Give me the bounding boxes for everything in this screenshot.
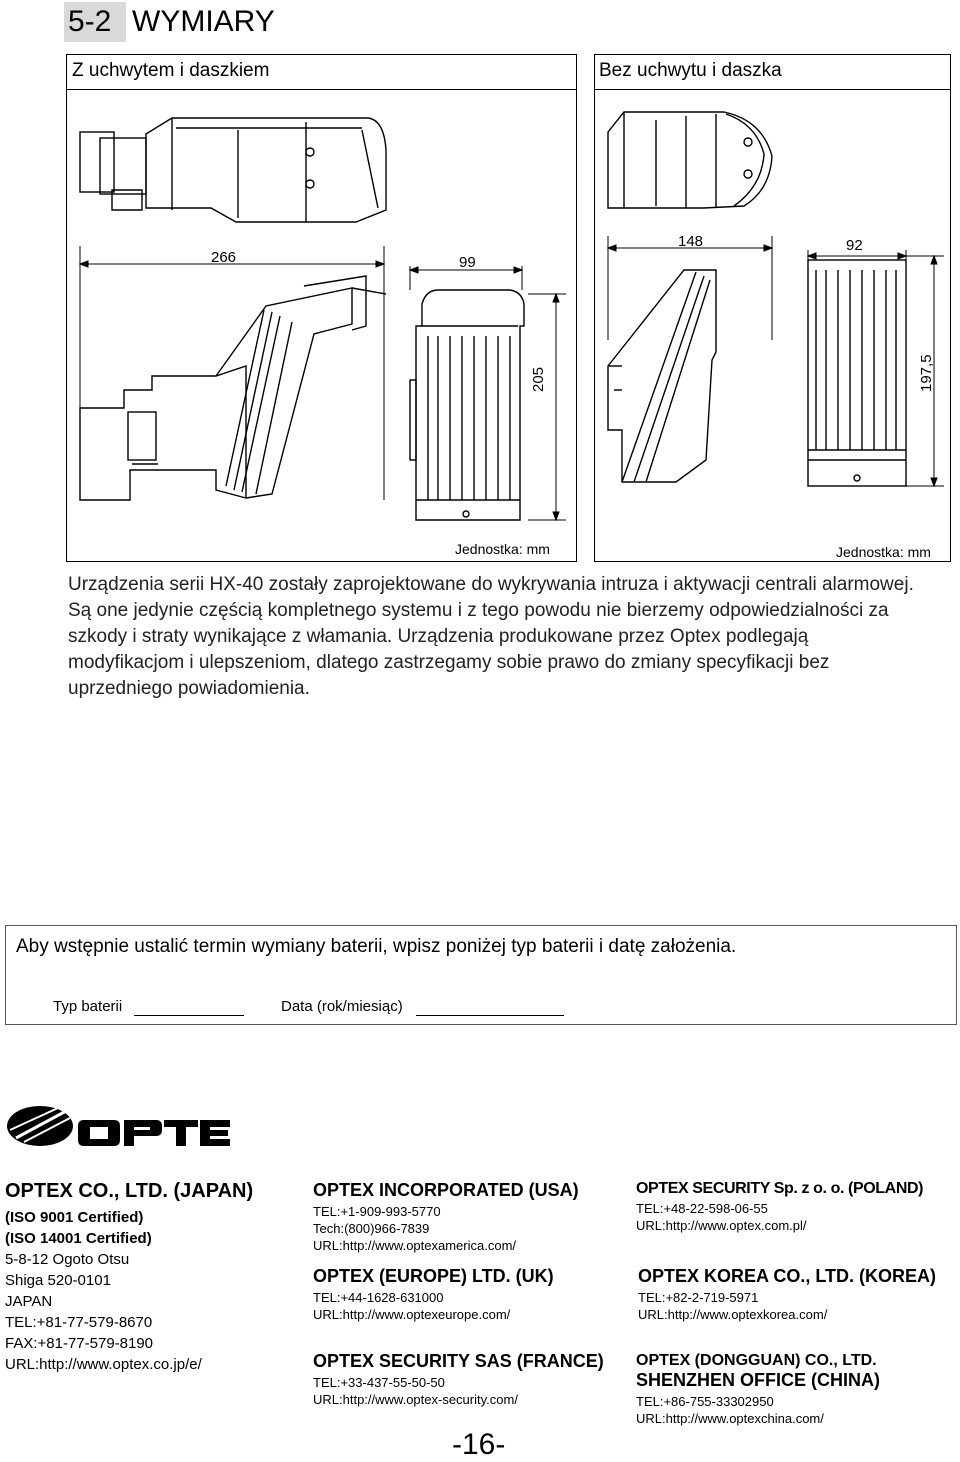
right-dim-width-label: 148 [678,233,704,250]
japan-cert-14001: (ISO 14001 Certified) [5,1230,152,1247]
optex-wordmark [78,1120,230,1146]
japan-line: FAX:+81-77-579-8190 [5,1335,154,1352]
right-top-view [608,112,772,208]
japan-line: TEL:+81-77-579-8670 [5,1314,153,1331]
battery-date-field[interactable] [416,1015,564,1016]
uk-line: TEL:+44-1628-631000 [313,1290,444,1305]
usa-url[interactable]: URL:http://www.optexamerica.com/ [313,1238,517,1253]
japan-line: JAPAN [5,1293,53,1310]
right-dim-height-label: 197,5 [918,354,935,392]
china-line: TEL:+86-755-33302950 [636,1394,774,1409]
uk-name: OPTEX (EUROPE) LTD. (UK) [313,1266,554,1286]
japan-url[interactable]: URL:http://www.optex.co.jp/e/ [5,1356,202,1373]
left-panel-unit: Jednostka: mm [455,541,550,557]
left-front-view [410,290,524,520]
office-usa [313,1180,623,1254]
usa-line: Tech:(800)966-7839 [313,1221,430,1236]
logo-text: OPTEX [156,1152,160,1153]
left-panel-title: Z uchwytem i daszkiem [72,60,270,81]
right-panel-title: Bez uchwytu i daszka [599,60,782,81]
right-front-view [808,260,906,486]
france-line: TEL:+33-437-55-50-50 [313,1375,445,1390]
korea-url[interactable]: URL:http://www.optexkorea.com/ [638,1307,828,1322]
battery-type-label: Typ baterii [53,998,123,1015]
battery-date-label: Data (rok/miesiąc) [281,998,403,1015]
office-poland [636,1180,958,1234]
japan-name: OPTEX CO., LTD. (JAPAN) [5,1180,254,1202]
korea-line: TEL:+82-2-719-5971 [638,1290,759,1305]
poland-line: TEL:+48-22-598-06-55 [636,1201,768,1216]
right-side-view [608,270,716,482]
usa-name: OPTEX INCORPORATED (USA) [313,1180,579,1200]
france-name: OPTEX SECURITY SAS (FRANCE) [313,1351,604,1371]
left-dimension-lines [80,246,566,520]
left-side-view [80,276,386,500]
japan-cert-9001: (ISO 9001 Certified) [5,1209,144,1226]
optex-logo [6,1104,242,1154]
office-china [636,1352,956,1427]
china-name-2: SHENZHEN OFFICE (CHINA) [636,1370,880,1390]
france-url[interactable]: URL:http://www.optex-security.com/ [313,1392,518,1407]
section-title: WYMIARY [132,5,275,38]
usa-line: TEL:+1-909-993-5770 [313,1204,441,1219]
optex-emblem-icon [7,1106,73,1146]
battery-record-box [5,925,957,1025]
office-korea [638,1266,958,1323]
office-france [313,1351,633,1408]
left-dim-height-label: 205 [530,366,547,392]
left-dim-depth-label: 99 [459,254,476,271]
poland-url[interactable]: URL:http://www.optex.com.pl/ [636,1218,807,1233]
office-japan [5,1180,305,1375]
battery-instruction: Aby wstępnie ustalić termin wymiany baterii, wpisz poniżej typ baterii i datę założenia. [16,936,737,957]
left-drawings [66,90,577,530]
uk-url[interactable]: URL:http://www.optexeurope.com/ [313,1307,511,1322]
right-dimension-lines [608,236,944,486]
left-dim-width-label: 266 [211,249,237,266]
china-url[interactable]: URL:http://www.optexchina.com/ [636,1411,824,1426]
poland-name: OPTEX SECURITY Sp. z o. o. (POLAND) [636,1180,924,1197]
page-number: -16- [452,1428,506,1461]
right-drawings [594,90,951,530]
office-uk [313,1266,623,1323]
left-top-view [80,118,386,222]
battery-type-field[interactable] [134,1015,244,1016]
right-dim-depth-label: 92 [846,237,863,254]
disclaimer-paragraph: Urządzenia serii HX-40 zostały zaprojektowane do wykrywania intruza i aktywacji centrali alarmowej. Są one jedynie częścią kompletnego systemu i z tego powodu nie bierzemy odpowiedzialności za szkody i straty wynikające z włamania. Urządzenia produkowane przez Optex podlegają modyfikacjom i ulepszeniom, dlatego zastrzegamy sobie prawo do zmiany specyfikacji bez uprzedniego powiadomienia. [68,574,914,699]
japan-line: Shiga 520-0101 [5,1272,111,1289]
japan-line: 5-8-12 Ogoto Otsu [5,1251,130,1268]
korea-name: OPTEX KOREA CO., LTD. (KOREA) [638,1266,937,1286]
right-panel-unit: Jednostka: mm [836,544,931,560]
china-name-1: OPTEX (DONGGUAN) CO., LTD. [636,1352,877,1369]
section-number: 5-2 [64,2,126,42]
